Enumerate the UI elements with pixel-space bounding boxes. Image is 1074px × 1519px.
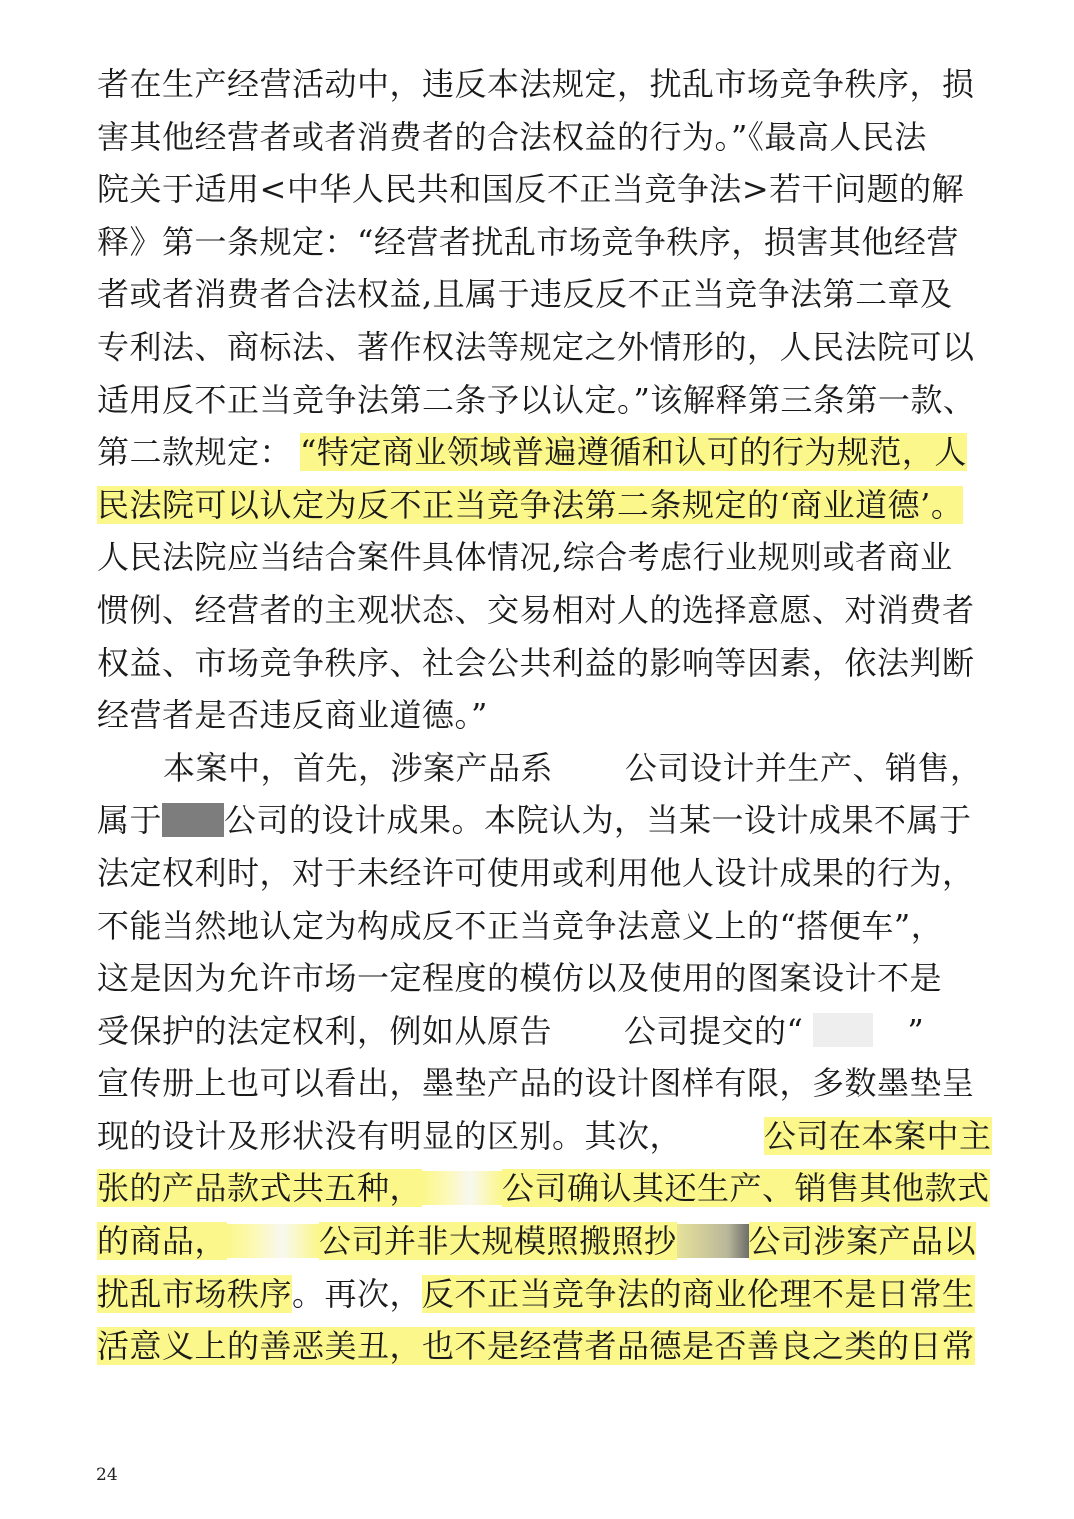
- text-line: 宣传册上也可以看出，墨垫产品的设计图样有限，多数墨垫呈: [97, 1064, 975, 1103]
- text-line: 经营者是否违反商业道德。”: [97, 696, 488, 735]
- text-segment: 受保护的法定权利，例如从原告: [97, 1011, 553, 1050]
- highlighted-text: 公司并非大规模照搬照抄: [319, 1222, 677, 1261]
- highlighted-text: 公司在本案中主: [764, 1116, 992, 1155]
- highlighted-text: 公司确认其还生产、销售其他款式: [502, 1169, 990, 1208]
- text-line: [97, 426, 987, 479]
- text-line: [97, 1320, 987, 1373]
- text-line: 者在生产经营活动中，违反本法规定，扰乱市场竞争秩序，损: [97, 65, 975, 103]
- text-line: 释》第一条规定：“经营者扰乱市场竞争秩序，损害其他经营: [97, 222, 959, 261]
- redaction-block: [813, 1013, 873, 1047]
- highlighted-text: “特定商业领域普遍遵循和认可的行为规范，人: [300, 433, 967, 472]
- highlighted-text: 扰乱市场秩序: [97, 1274, 293, 1313]
- text-line: 者或者消费者合法权益,且属于违反反不正当竞争法第二章及: [97, 275, 953, 314]
- body-text: [97, 58, 992, 1373]
- redaction-block: [227, 1224, 319, 1258]
- text-line: 人民法院应当结合案件具体情况,综合考虑行业规则或者商业: [97, 538, 953, 577]
- text-segment: 属于: [97, 801, 163, 840]
- text-segment: 公司提交的“: [624, 1011, 804, 1050]
- redaction-block: [162, 803, 224, 837]
- text-line: 权益、市场竞争秩序、社会公共利益的影响等因素，依法判断: [97, 643, 975, 682]
- text-line: [97, 1215, 987, 1268]
- text-line: 法定权利时，对于未经许可使用或利用他人设计成果的行为，: [97, 853, 975, 892]
- text-segment: 第二款规定：: [97, 433, 293, 472]
- text-segment: 本案中，首先，涉案产品系: [163, 748, 554, 787]
- text-line: [97, 1005, 987, 1058]
- highlighted-text: 反不正当竞争法的商业伦理不是日常生: [422, 1274, 975, 1313]
- text-line: 专利法、商标法、著作权法等规定之外情形的，人民法院可以: [97, 327, 975, 366]
- text-line: [97, 1110, 992, 1163]
- text-segment: ”: [907, 1011, 925, 1050]
- text-segment: 公司设计并生产、销售，: [625, 748, 983, 787]
- redaction-block: [422, 1171, 502, 1205]
- text-line: 院关于适用<中华人民共和国反不正当竞争法>若干问题的解: [97, 170, 965, 209]
- highlighted-text: 民法院可以认定为反不正当竞争法第二条规定的‘商业道德’。: [97, 485, 964, 524]
- text-line: 适用反不正当竞争法第二条予以认定。”该解释第三条第一款、: [97, 380, 976, 419]
- text-line: [97, 794, 987, 847]
- highlighted-text: 公司涉案产品以: [748, 1222, 977, 1261]
- highlighted-text: 张的产品款式共五种，: [97, 1169, 423, 1208]
- redaction-block: [677, 1224, 749, 1258]
- text-line: [97, 1268, 987, 1321]
- highlighted-text: 的商品，: [97, 1222, 228, 1261]
- page-number: 24: [96, 1465, 118, 1485]
- text-line: 不能当然地认定为构成反不正当竞争法意义上的“搭便车”，: [97, 906, 944, 945]
- text-line: [97, 742, 987, 795]
- text-segment: 。再次，: [292, 1274, 423, 1313]
- text-line: 害其他经营者或者消费者的合法权益的行为。”《最高人民法: [97, 117, 927, 156]
- text-line: [97, 479, 987, 532]
- text-line: [97, 1162, 990, 1215]
- text-line: 这是因为允许市场一定程度的模仿以及使用的图案设计不是: [97, 959, 943, 998]
- text-segment: 公司的设计成果。本院认为，当某一设计成果不属于: [224, 801, 972, 840]
- text-line: 惯例、经营者的主观状态、交易相对人的选择意愿、对消费者: [97, 590, 975, 629]
- text-segment: 现的设计及形状没有明显的区别。其次，: [97, 1116, 683, 1155]
- highlighted-text: 活意义上的善恶美丑，也不是经营者品德是否善良之类的日常: [97, 1327, 975, 1366]
